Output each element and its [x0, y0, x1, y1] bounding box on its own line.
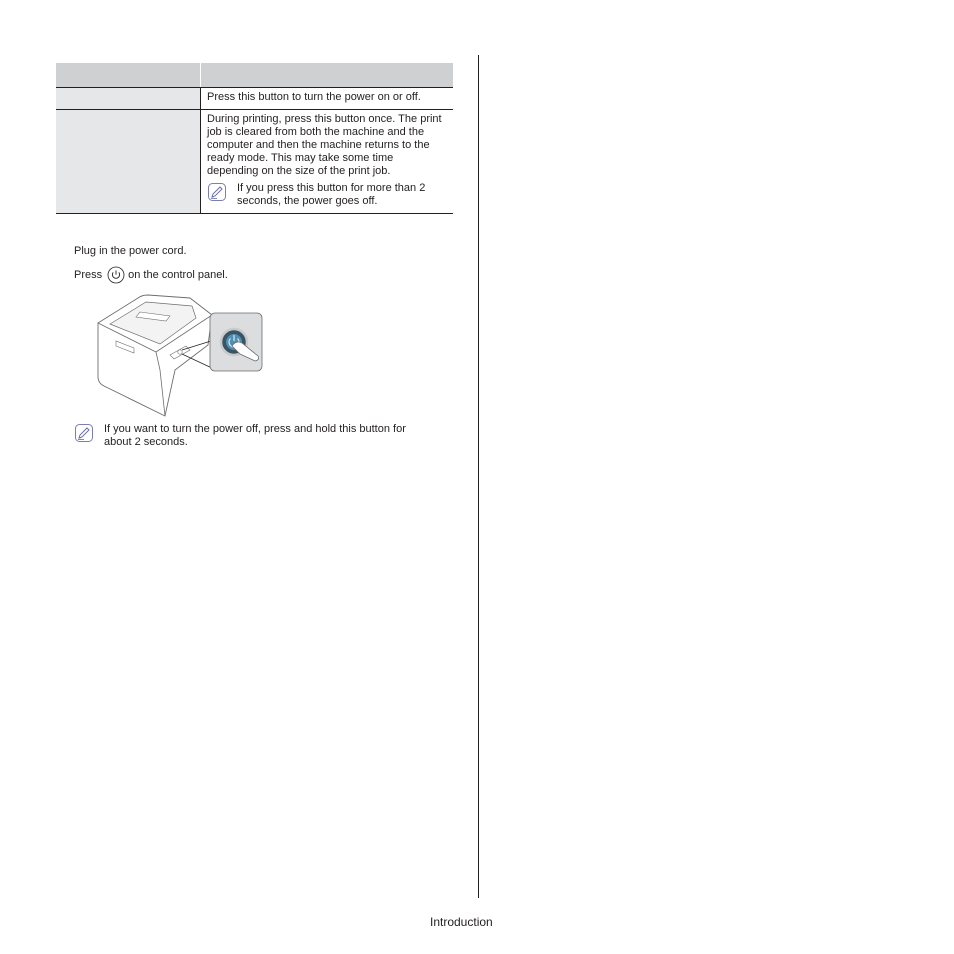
- table-row-label-cell: [56, 110, 201, 214]
- table-header-cell-2: [201, 63, 454, 88]
- table-header-row: [56, 63, 453, 88]
- bottom-note-text: If you want to turn the power off, press and hold this button for about 2 seconds.: [104, 423, 406, 448]
- column-divider: [478, 55, 479, 898]
- table-header-cell-1: [56, 63, 201, 88]
- table-note: [207, 182, 445, 208]
- table-note-text: If you press this button for more than 2 seconds, the power goes off.: [237, 182, 426, 207]
- table-row: [56, 88, 453, 110]
- power-icon: [107, 266, 125, 284]
- table-row-description-cell: [201, 110, 454, 214]
- bottom-note: [74, 423, 434, 449]
- note-pencil-icon: [74, 423, 94, 443]
- step-plug-text: Plug in the power cord.: [74, 245, 187, 257]
- footer-section-label: Introduction: [430, 915, 493, 929]
- table-row-description: During printing, press this button once. The print job is cleared from both the machine and the computer and then the machine returns to the ready mode. This may take some time depending on the size of the print job.: [207, 113, 442, 177]
- note-pencil-icon: [207, 182, 227, 202]
- step-press-text-before: Press: [74, 268, 103, 281]
- step-press-text-after: on the control panel.: [128, 268, 228, 281]
- table-row: [56, 110, 453, 214]
- table-row-label-cell: [56, 88, 201, 110]
- printer-power-button-illustration: [90, 290, 265, 420]
- table-row-description: Press this button to turn the power on or off.: [201, 88, 454, 110]
- power-button-table: [56, 63, 453, 214]
- step-press: [74, 266, 228, 284]
